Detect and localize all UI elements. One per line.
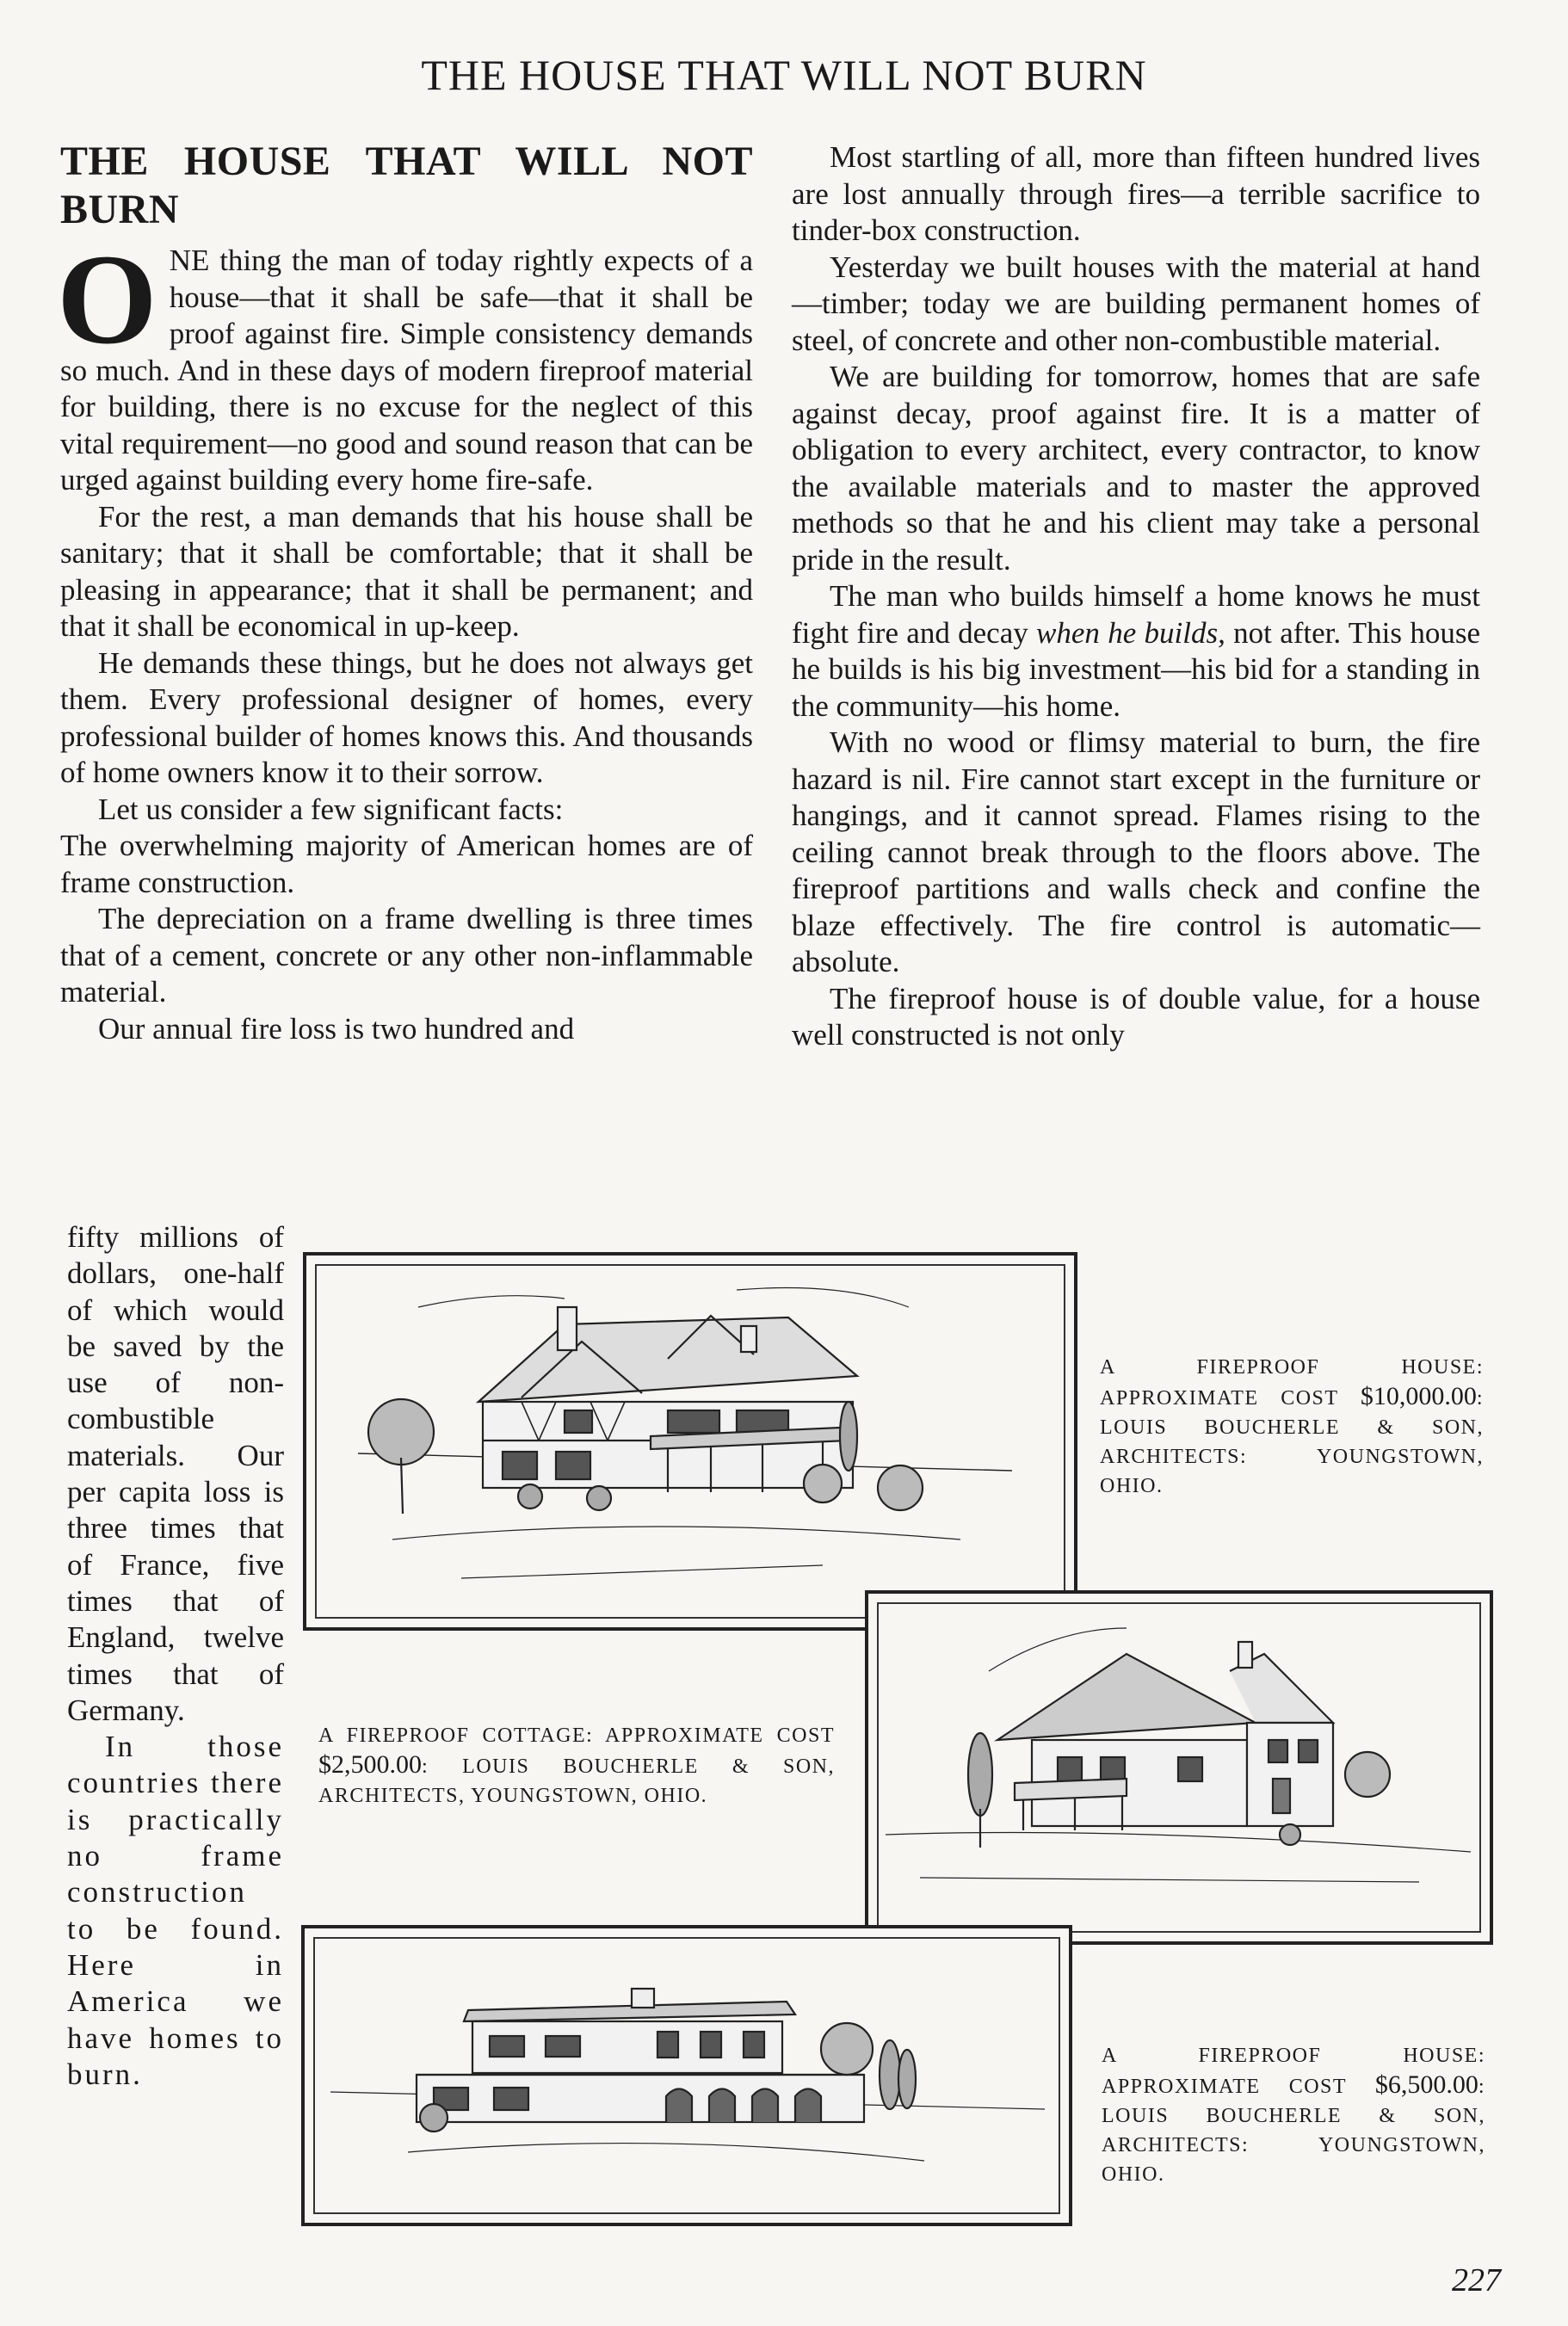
paragraph: In those countries there is practically no frame construction to be found. Here in America we have homes to burn. [67, 1730, 284, 2091]
left-column [57, 138, 753, 1047]
running-head: THE HOUSE THAT WILL NOT BURN [421, 51, 1147, 99]
paragraph: Let us consider a few significant facts: [98, 792, 564, 826]
caption-cost: $6,500.00 [1374, 2070, 1478, 2099]
opening-paragraph [57, 228, 753, 499]
text-run: The man who builds himself a home knows he must fight fire and decay [792, 579, 1480, 650]
page-number: 227 [1452, 2262, 1501, 2298]
caption-text: : LOUIS BOUCHERLE & SON, ARCHITECTS, YOUNGSTOWN, OHIO. [318, 1755, 835, 1807]
paragraph: We are building for tomorrow, homes that are safe against decay, proof against fire. It is a matter of obligation to every architect, every contractor, to know the available materials and to master the approved methods so that he and his client may take a personal pride in the result. [792, 360, 1480, 577]
figure-caption [318, 1721, 835, 1811]
paragraph: The depreciation on a frame dwelling is three times that of a cement, concrete or any other non-inflammable material. [60, 902, 753, 1009]
paragraph: Our annual fire loss is two hundred and [98, 1011, 575, 1046]
paragraph: He demands these things, but he does not always get them. Every professional designer of homes, every professional builder of homes knows this. And thousands of home owners know it to their sorrow. [60, 645, 753, 789]
paragraph: Yesterday we built houses with the material at hand—timber; today we are building permanent homes of steel, of concrete and other non-combustible material. [792, 250, 1480, 357]
article-title: THE HOUSE THAT WILL NOT BURN [60, 139, 753, 232]
paragraph: With no wood or flimsy material to burn, the fire hazard is nil. Fire cannot start except in the furniture or hangings, and it cannot spread. Flames rising to the ceiling cannot break through to the floors above. The fireproof partitions and walls check and confine the blaze effectively. The fire control is automatic—absolute. [792, 725, 1480, 978]
caption-text: : LOUIS BOUCHERLE & SON, ARCHITECTS: YOUNGSTOWN, OHIO. [1102, 2076, 1485, 2186]
opening-text: NE thing the man of today rightly expects of a house—that it shall be safe—that it shall be proof against fire. Simple consistency demands so much. And in these days of modern fireproof material for building, there is no excuse for the neglect of this vital requirement—no good and sound reason that can be urged against building every home fire-safe. [60, 244, 753, 497]
figure-house-6500 [301, 1925, 1072, 2226]
paragraph: Most startling of all, more than fifteen hundred lives are lost annually through fires—a terrible sacrifice to tinder-box construction. [792, 140, 1480, 247]
paragraph: fifty millions of dollars, one-half of which would be saved by the use of non-combustible materials. Our per capita loss is three times that of France, five times that of England, twelve times that of Germany. [67, 1220, 284, 1727]
cottage-illustration [868, 1594, 1490, 1941]
paragraph: The overwhelming majority of American homes are of frame construction. [60, 829, 753, 899]
text-run: not after. This house he builds is his big investment—his bid for a standing in the community—his home. [792, 615, 1480, 723]
narrow-column [67, 1219, 284, 2093]
paragraph [792, 578, 1480, 725]
drop-cap: O [57, 228, 157, 371]
caption-text: A FIREPROOF HOUSE: APPROXIMATE COST [1102, 2045, 1485, 2098]
figure-cottage-2500 [865, 1590, 1493, 1945]
figure-caption [1102, 2041, 1485, 2189]
caption-text: : LOUIS BOUCHERLE & SON, ARCHITECTS: YOUNGSTOWN, OHIO. [1100, 1387, 1484, 1497]
caption-text: A FIREPROOF HOUSE: APPROXIMATE COST [1100, 1356, 1484, 1410]
figure-house-10000 [303, 1252, 1077, 1631]
figure-caption [1100, 1353, 1484, 1501]
caption-text: A FIREPROOF COTTAGE: APPROXIMATE COST [318, 1724, 835, 1747]
paragraph: For the rest, a man demands that his house shall be sanitary; that it shall be comfortable; that it shall be pleasing in appearance; that it shall be permanent; and that it shall be economical in up-keep. [60, 499, 753, 643]
villa-illustration [305, 1928, 1069, 2223]
italic-text: when he builds, [1036, 615, 1225, 650]
caption-cost: $2,500.00 [318, 1750, 422, 1779]
house-illustration [306, 1256, 1074, 1627]
paragraph: The fireproof house is of double value, for a house well constructed is not only [792, 981, 1480, 1052]
right-column [792, 139, 1480, 1054]
caption-cost: $10,000.00 [1360, 1382, 1477, 1410]
